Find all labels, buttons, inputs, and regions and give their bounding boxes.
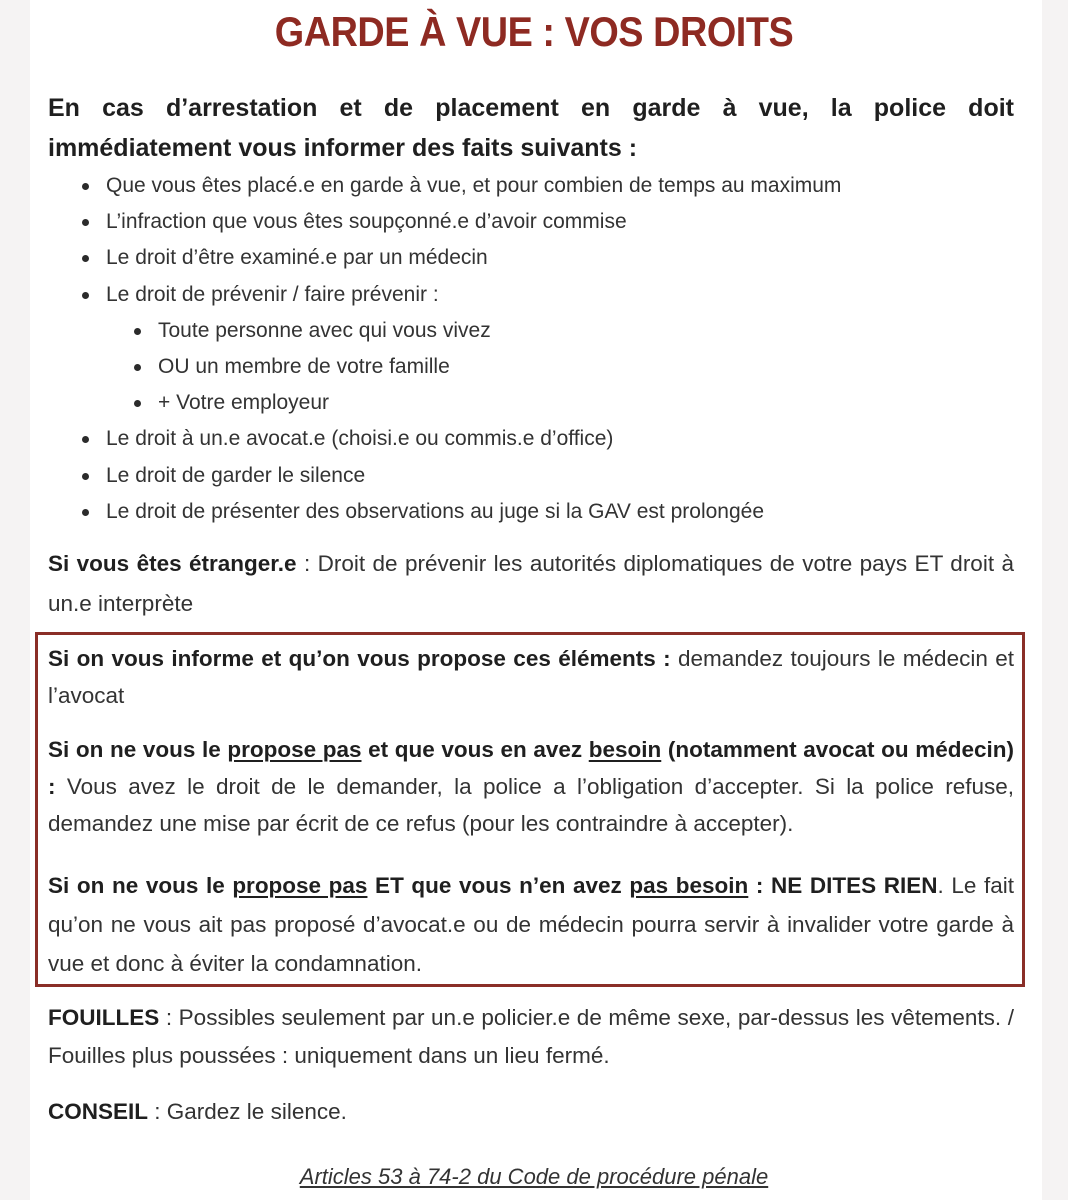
conseil-text: : Gardez le silence. (148, 1099, 347, 1124)
intro-text: En cas d’arrestation et de placement en garde à vue, la police doit immédiatement vous informer des faits suivants : (48, 94, 1014, 162)
list-item: Que vous êtes placé.e en garde à vue, et pour combien de temps au maximum (82, 168, 841, 204)
bullet-icon (82, 509, 89, 516)
conseil-paragraph (48, 1093, 1014, 1131)
list-item: Le droit à un.e avocat.e (choisi.e ou commis.e d’office) (82, 421, 841, 457)
list-item: Le droit de prévenir / faire prévenir : (82, 277, 841, 313)
box-paragraph-not-proposed-need: Si on ne vous le propose pas et que vous en avez besoin (notamment avocat ou médecin) : Vous avez le droit de le demander, la police a l’obligation d’accepter. Si la police refuse, demandez une mise par écrit de ce refus (pour les contraindre à accepter). (48, 737, 1015, 836)
conseil-label: CONSEIL (48, 1099, 149, 1124)
bullet-icon (82, 436, 89, 443)
foreigner-label: Si vous êtes étranger.e (48, 551, 297, 576)
bullet-icon (82, 473, 89, 480)
fouilles-text: : Possibles seulement par un.e policier.e de même sexe, par-dessus les vêtements. / Fouilles plus poussées : uniquement dans un lieu fermé. (48, 1005, 1014, 1068)
foreigner-text: : Droit de prévenir les autorités diplomatiques de votre pays ET droit à un.e interprète (48, 551, 1014, 616)
sub-list-item: + Votre employeur (134, 385, 841, 421)
bullet-icon (82, 292, 89, 299)
box-paragraph-informed: Si on vous informe et qu’on vous propose ces éléments : demandez toujours le médecin et l’avocat (48, 646, 1014, 708)
bullet-icon (82, 183, 89, 190)
fouilles-paragraph (48, 999, 1014, 1075)
sub-list-item: Toute personne avec qui vous vivez (134, 313, 841, 349)
foreigner-paragraph (48, 544, 1014, 624)
page-title: GARDE À VUE : VOS DROITS (274, 8, 794, 55)
bullet-icon (134, 400, 141, 407)
list-item: Le droit d’être examiné.e par un médecin (82, 240, 841, 276)
rights-list (82, 168, 841, 530)
bullet-icon (134, 364, 141, 371)
bullet-icon (82, 219, 89, 226)
bullet-icon (82, 255, 89, 262)
fouilles-label: FOUILLES (48, 1005, 160, 1030)
legal-source: Articles 53 à 74-2 du Code de procédure pénale (299, 1164, 769, 1189)
box-paragraph-not-proposed-no-need: Si on ne vous le propose pas ET que vous n’en avez pas besoin : NE DITES RIEN. Le fait qu’on ne vous ait pas proposé d’avocat.e ou de médecin pourra servir à invalider votre garde à vue et donc à éviter la condamnation. (48, 873, 1014, 976)
list-item: Le droit de présenter des observations au juge si la GAV est prolongée (82, 494, 841, 530)
list-item: Le droit de garder le silence (82, 458, 841, 494)
sub-list-item: OU un membre de votre famille (134, 349, 841, 385)
list-item: L’infraction que vous êtes soupçonné.e d’avoir commise (82, 204, 841, 240)
bullet-icon (134, 328, 141, 335)
